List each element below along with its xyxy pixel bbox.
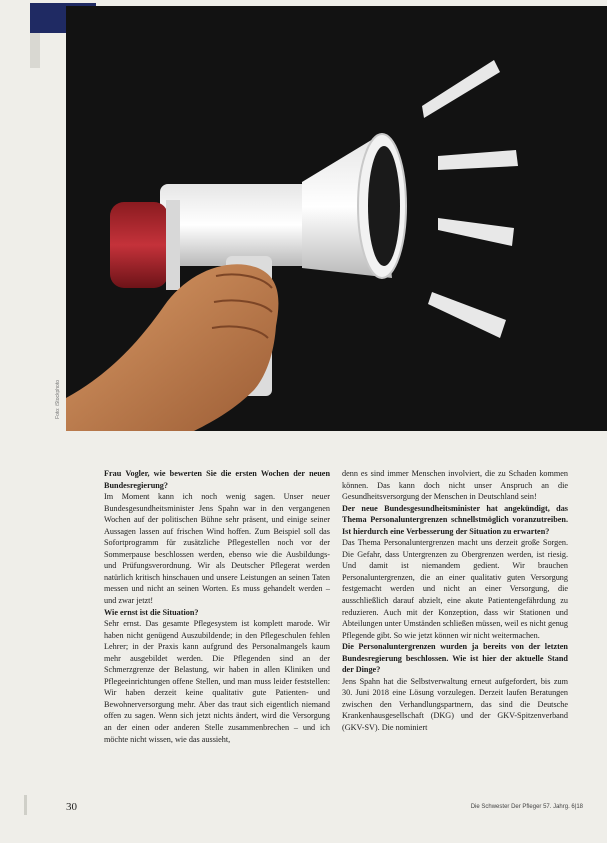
sound-wave-2 [438,150,518,170]
margin-rule [24,795,27,815]
interview-question: Frau Vogler, wie bewerten Sie die ersten Wochen der neuen Bundesregierung? [104,469,330,490]
article-column-left [104,468,330,745]
megaphone-opening [368,146,400,266]
megaphone-illustration [66,6,607,431]
sound-wave-4 [428,292,506,338]
section-tab-shade [30,33,40,68]
megaphone-photo [66,6,607,431]
interview-answer: Das Thema Personaluntergrenzen macht uns derzeit große Sorgen. Die Gefahr, dass Untergrenzen zu Obergrenzen werden, ist riesig. Und damit ist niemandem gedient. Wir brauchen Personaluntergrenzen, die an einer qualitativ guten Versorgung festgemacht werden und nicht an einer Versorgung, die ausschließlich darauf abzielt, eine akute Patientengefährdung zu reduzieren. Auch mit der Konzeption, dass wir Stationen und Abteilungen unter Umständen schließen müssen, weil es nicht genug Pflegende gibt. So wie jetzt können wir nicht weitermachen. [342,538,568,640]
sound-wave-1 [422,60,500,118]
interview-answer: Sehr ernst. Das gesamte Pflegesystem ist komplett marode. Wir haben nicht genügend Auszubildende; in den Pflegeschulen fehlen Lehrer; in der Praxis kann aufgrund des Personalmangels kaum mehr ausgebildet werden. Die Pflegenden sind an der Schmerzgrenze der Belastung, wir haben in allen Kliniken und Pflegeeinrichtungen offene Stellen, und man muss leider feststellen: Wir haben derzeit keine qualitativ gute Patienten- und Bewohnerversorgung mehr. Aber das traut sich eigentlich niemand offen zu sagen. Wenn sich jetzt nichts ändert, wird die Versorgung an der einen oder anderen Stelle zusammenbrechen – und ich möchte nicht wissen, wie das aussieht, [104,619,330,744]
megaphone-body [160,184,310,266]
interview-question: Die Personaluntergrenzen wurden ja bereits von der letzten Bundesregierung beschlossen. Wie ist hier der aktuelle Stand der Dinge? [342,642,568,675]
sound-wave-3 [438,218,514,246]
interview-answer: denn es sind immer Menschen involviert, die zu Schaden kommen können. Das kann doch nicht unser Anspruch an die Gesundheitsversorgung der Menschen in Deutschland sein! [342,469,568,502]
interview-question: Wie ernst ist die Situation? [104,607,199,617]
interview-answer: Jens Spahn hat die Selbstverwaltung erneut aufgefordert, bis zum 30. Juni 2018 eine Lösung vorzulegen. Derzeit laufen Beratungen zwischen den Verhandlungspartnern, das sind die Deutsche Krankenhausgesellschaft (DKG) und der GKV-Spitzenverband (GKV-SV). Die nominiert [342,676,568,733]
megaphone-cap [110,202,168,288]
interview-question: Der neue Bundesgesundheitsminister hat angekündigt, das Thema Personaluntergrenzen schnellstmöglich voranzutreiben. Ist hierdurch eine Verbesserung der Situation zu erwarten? [342,503,568,536]
page-number: 30 [66,801,77,813]
article-column-right [342,468,568,734]
interview-answer: Im Moment kann ich noch wenig sagen. Unser neuer Bundesgesundheitsminister Jens Spahn war in den vergangenen Wochen auf der politischen Bühne sehr präsent, und einige seiner Aussagen lassen auf frischen Wind hoffen. Zum Beispiel soll das Sofortprogramm für zusätzliche Pflegestellen noch vor der Sommerpause beschlossen werden, ebenso wie die Ausbildungs- und Prüfungsverordnung. Wir als Deutscher Pflegerat werden natürlich kritisch hinschauen und unsere Leistungen an seinen Taten messen und nicht an seinen Worten. Es muss gehandelt werden – und zwar jetzt! [104,492,330,606]
photo-credit: Foto: iStockphoto [55,380,61,419]
footer-publication: Die Schwester Der Pfleger 57. Jahrg. 6|18 [470,804,583,810]
